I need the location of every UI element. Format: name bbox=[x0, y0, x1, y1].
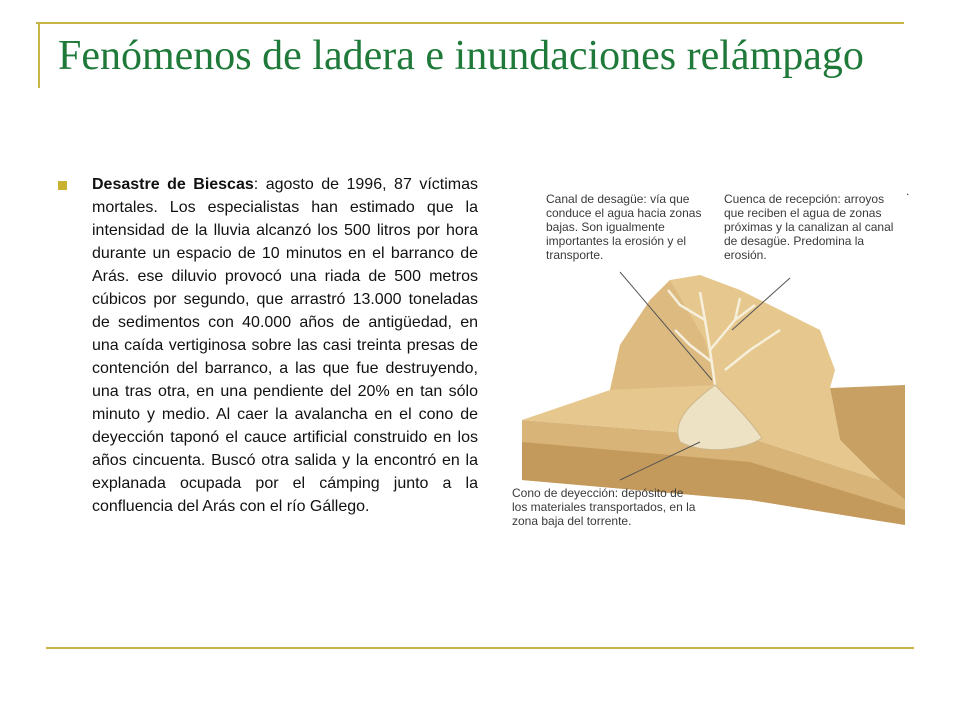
bullet-body: : agosto de 1996, 87 víctimas mortales. Los especialistas han estimado que la intensidad de la lluvia alcanzó los 500 litros por hora durante un espacio de 10 minutos en el barranco de Arás. ese diluvio provocó una riada de 500 metros cúbicos por segundo, que arrastró 13.000 toneladas de sedimentos con 40.000 años de antigüedad, en una caída vertiginosa sobre las casi treinta presas de contención del barranco, a las que fue destruyendo, una tras otra, en una pendiente del 20% en tan sólo minuto y medio. Al caer la avalancha en el cono de deyección taponó el cauce artificial construido en los años cincuenta. Buscó otra salida y la encontró en la explanada ocupada por el cámping junto a la confluencia del Arás con el río Gállego. bbox=[92, 176, 478, 515]
label-cono-deyeccion: Cono de deyección: depósito de los materiales transportados, en la zona baja del torrente. bbox=[512, 486, 696, 528]
bullet-text bbox=[92, 173, 478, 518]
slide-title: Fenómenos de ladera e inundaciones relámpago bbox=[58, 33, 864, 79]
bottom-rule bbox=[46, 647, 914, 649]
label-canal-desague: Canal de desagüe: vía que conduce el agua hacia zonas bajas. Son igualmente importantes la erosión y el transporte. bbox=[546, 192, 702, 262]
left-rule bbox=[38, 22, 40, 88]
top-rule bbox=[36, 22, 904, 24]
bullet-marker bbox=[58, 181, 67, 190]
corner-mark: . bbox=[906, 184, 910, 198]
bullet-bold-lead: Desastre de Biescas bbox=[92, 176, 254, 193]
label-cuenca-recepcion: Cuenca de recepción: arroyos que reciben el agua de zonas próximas y la canalizan al canal de desagüe. Predomina la erosión. bbox=[724, 192, 894, 262]
